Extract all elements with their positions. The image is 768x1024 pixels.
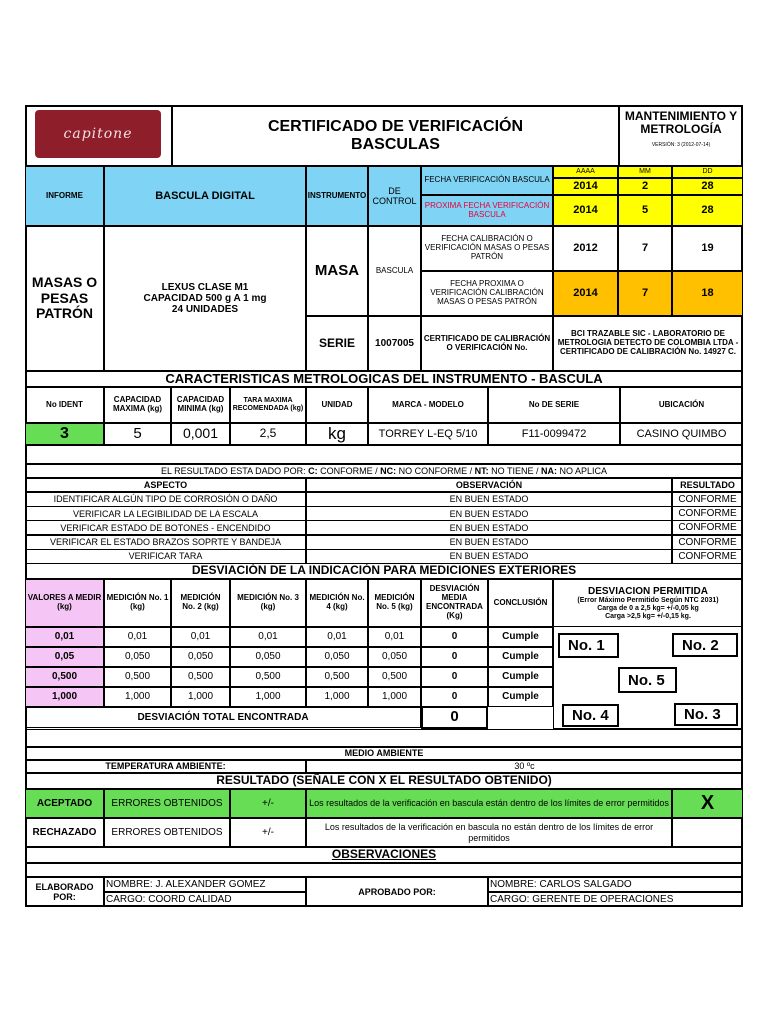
- aspecto-cell: VERIFICAR EL ESTADO BRAZOS SOPRTE Y BANDEJA: [25, 535, 306, 550]
- valor-cell: 0,500: [25, 667, 104, 687]
- rechazado-pm: +/-: [230, 818, 306, 847]
- aprobado-label: APROBADO POR:: [306, 877, 488, 907]
- perm-line-1: (Error Máximo Permitido Según NTC 2031): [577, 596, 719, 604]
- perm-line-3: Carga >2,5 kg= +/-0,15 kg.: [605, 612, 691, 620]
- position-1: No. 1: [558, 633, 619, 658]
- aspecto-cell: IDENTIFICAR ALGÚN TIPO DE CORROSIÓN O DAÑO: [25, 492, 306, 507]
- v-cap-max: 5: [104, 423, 171, 445]
- legend-c: C:: [308, 465, 318, 476]
- medicion-1-cell: 1,000: [104, 687, 171, 707]
- v-tara: 2,5: [230, 423, 306, 445]
- dept-line-2: METROLOGÍA: [640, 122, 722, 137]
- fv-month: 2: [618, 178, 672, 195]
- masa-label: MASA: [306, 226, 368, 316]
- observacion-header: OBSERVACIÓN: [306, 478, 672, 492]
- medicion-1-cell: 0,500: [104, 667, 171, 687]
- conclusion-cell: Cumple: [488, 647, 553, 667]
- elaborado-cargo: CARGO: COORD CALIDAD: [104, 892, 306, 907]
- instrumento-value: DE CONTROL: [368, 166, 421, 226]
- h-conclusion: CONCLUSIÓN: [488, 579, 553, 627]
- aspecto-cell: VERIFICAR TARA: [25, 549, 306, 564]
- conclusion-cell: Cumple: [488, 687, 553, 707]
- h-serie: No DE SERIE: [488, 387, 620, 423]
- medicion-5-cell: 1,000: [368, 687, 421, 707]
- resultado-header: RESULTADO: [672, 478, 743, 492]
- legend-text-1: EL RESULTADO ESTA DADO POR:: [160, 465, 309, 476]
- medicion-3-cell: 0,01: [230, 627, 306, 647]
- aceptado-label: ACEPTADO: [25, 789, 104, 818]
- bascula-label: BASCULA: [368, 226, 421, 316]
- legend-text-2: CONFORME /: [317, 465, 381, 476]
- capitone-logo: [35, 110, 161, 158]
- aceptado-texto: Los resultados de la verificación en bascula están dentro de los límites de error permitidos: [306, 789, 672, 818]
- valor-cell: 1,000: [25, 687, 104, 707]
- v-serie: F11-0099472: [488, 423, 620, 445]
- fv-year: 2014: [553, 178, 618, 195]
- medicion-3-cell: 1,000: [230, 687, 306, 707]
- resultado-cell: CONFORME: [672, 492, 743, 507]
- department-cell: [619, 105, 743, 166]
- fp-month: 7: [618, 271, 672, 316]
- legend-text-5: NO APLICA: [557, 465, 608, 476]
- medicion-2-cell: 0,01: [171, 627, 230, 647]
- informe-label: INFORME: [25, 166, 104, 226]
- aprobado-nombre: NOMBRE: CARLOS SALGADO: [488, 877, 743, 892]
- observacion-cell: EN BUEN ESTADO: [306, 492, 672, 507]
- medicion-5-cell: 0,01: [368, 627, 421, 647]
- conclusion-cell: Cumple: [488, 627, 553, 647]
- informe-value: BASCULA DIGITAL: [104, 166, 306, 226]
- fecha-proxima-label: FECHA PROXIMA O VERIFICACIÓN CALIBRACIÓN MASAS O PESAS PATRÓN: [421, 271, 553, 316]
- dept-line-1: MANTENIMIENTO Y: [624, 109, 738, 123]
- fp-year: 2014: [553, 271, 618, 316]
- pv-month: 5: [618, 195, 672, 226]
- title-line-1: CERTIFICADO DE VERIFICACIÓN: [267, 117, 524, 135]
- aceptado-mark: X: [672, 789, 743, 818]
- legend-nt: NT:: [474, 465, 489, 476]
- fecha-calibracion-label: FECHA CALIBRACIÓN O VERIFICACIÓN MASAS O PESAS PATRÓN: [421, 226, 553, 271]
- h-cap-max: CAPACIDAD MAXIMA (kg): [104, 387, 171, 423]
- aaaa-header: AAAA: [553, 166, 618, 178]
- rechazado-label: RECHAZADO: [25, 818, 104, 847]
- fv-day: 28: [672, 178, 743, 195]
- observacion-cell: EN BUEN ESTADO: [306, 535, 672, 550]
- h-ubicacion: UBICACIÓN: [620, 387, 743, 423]
- medicion-3-cell: 0,500: [230, 667, 306, 687]
- fc-year: 2012: [553, 226, 618, 271]
- mm-header: MM: [618, 166, 672, 178]
- observacion-cell: EN BUEN ESTADO: [306, 520, 672, 535]
- aceptado-pm: +/-: [230, 789, 306, 818]
- position-3: No. 3: [674, 703, 738, 726]
- aspecto-header: ASPECTO: [25, 478, 306, 492]
- temperatura-value: 30 ºc: [306, 760, 743, 773]
- aceptado-errores: ERRORES OBTENIDOS: [104, 789, 230, 818]
- desviacion-media-cell: 0: [421, 647, 488, 667]
- aspecto-cell: VERIFICAR ESTADO DE BOTONES - ENCENDIDO: [25, 520, 306, 535]
- masas-title: MASAS O PESAS PATRÓN: [25, 226, 104, 371]
- pv-day: 28: [672, 195, 743, 226]
- desviacion-media-cell: 0: [421, 627, 488, 647]
- observaciones-title: OBSERVACIONES: [25, 847, 743, 863]
- medicion-5-cell: 0,050: [368, 647, 421, 667]
- result-legend: [25, 464, 743, 478]
- v-ubicacion: CASINO QUIMBO: [620, 423, 743, 445]
- h-tara: TARA MAXIMA RECOMENDADA (kg): [230, 387, 306, 423]
- v-marca: TORREY L-EQ 5/10: [368, 423, 488, 445]
- position-4: No. 4: [562, 704, 619, 727]
- medicion-4-cell: 1,000: [306, 687, 368, 707]
- h-cap-min: CAPACIDAD MINIMA (kg): [171, 387, 230, 423]
- certificado-value: BCI TRAZABLE SIC - LABORATORIO DE METROLOGIA DETECTO DE COLOMBIA LTDA - CERTIFICADO DE CALIBRACIÓN No. 14927 C.: [553, 316, 743, 371]
- medicion-3-cell: 0,050: [230, 647, 306, 667]
- spacer-row-2: [25, 729, 743, 747]
- legend-text-4: NO TIENE /: [488, 465, 541, 476]
- fc-day: 19: [672, 226, 743, 271]
- masas-description: [104, 226, 306, 371]
- desviacion-total-label: DESVIACIÓN TOTAL ENCONTRADA: [25, 707, 421, 728]
- medicion-4-cell: 0,050: [306, 647, 368, 667]
- masas-desc-3: 24 UNIDADES: [171, 304, 239, 316]
- perm-line-2: Carga de 0 a 2,5 kg= +/-0,05 kg: [597, 604, 699, 612]
- pv-year: 2014: [553, 195, 618, 226]
- h-ident: No IDENT: [25, 387, 104, 423]
- medio-ambiente-title: MEDIO AMBIENTE: [25, 747, 743, 760]
- medicion-1-cell: 0,01: [104, 627, 171, 647]
- medicion-2-cell: 0,500: [171, 667, 230, 687]
- resultado-cell: CONFORME: [672, 549, 743, 564]
- h-medicion-4: MEDICIÓN No. 4 (kg): [306, 579, 368, 627]
- aprobado-cargo: CARGO: GERENTE DE OPERACIONES: [488, 892, 743, 907]
- desviacion-media-cell: 0: [421, 687, 488, 707]
- medicion-1-cell: 0,050: [104, 647, 171, 667]
- elaborado-label: ELABORADO POR:: [25, 877, 104, 907]
- observaciones-body: [25, 863, 743, 877]
- resultado-cell: CONFORME: [672, 535, 743, 550]
- serie-value: 1007005: [368, 316, 421, 371]
- temperatura-label: TEMPERATURA AMBIENTE:: [25, 760, 306, 773]
- version-text: VERSIÓN: 3 (2012-07-14): [651, 141, 711, 148]
- resultado-cell: CONFORME: [672, 506, 743, 521]
- v-ident: 3: [25, 423, 104, 445]
- masas-desc-1: LEXUS CLASE M1: [161, 281, 249, 293]
- legend-nc: NC:: [380, 465, 397, 476]
- h-valores: VALORES A MEDIR (kg): [25, 579, 104, 627]
- observacion-cell: EN BUEN ESTADO: [306, 506, 672, 521]
- fp-day: 18: [672, 271, 743, 316]
- position-2: No. 2: [672, 633, 738, 657]
- h-unidad: UNIDAD: [306, 387, 368, 423]
- title-line-2: BASCULAS: [351, 135, 440, 153]
- v-cap-min: 0,001: [171, 423, 230, 445]
- rechazado-errores: ERRORES OBTENIDOS: [104, 818, 230, 847]
- spacer-row: [25, 445, 743, 464]
- h-medicion-1: MEDICIÓN No. 1 (kg): [104, 579, 171, 627]
- observacion-cell: EN BUEN ESTADO: [306, 549, 672, 564]
- elaborado-nombre: NOMBRE: J. ALEXANDER GOMEZ: [104, 877, 306, 892]
- valor-cell: 0,01: [25, 627, 104, 647]
- medicion-2-cell: 0,050: [171, 647, 230, 667]
- desviacion-media-cell: 0: [421, 667, 488, 687]
- v-unidad: kg: [306, 423, 368, 445]
- h-desviacion-media: DESVIACIÓN MEDIA ENCONTRADA (Kg): [421, 579, 488, 627]
- caract-title: CARACTERISTICAS METROLOGICAS DEL INSTRUMENTO - BASCULA: [25, 371, 743, 387]
- medicion-5-cell: 0,500: [368, 667, 421, 687]
- certificate-title: [172, 105, 619, 166]
- instrumento-label: INSTRUMENTO: [306, 166, 368, 226]
- resultado-title: RESULTADO (SEÑALE CON X EL RESULTADO OBTENIDO): [25, 773, 743, 789]
- legend-text-3: NO CONFORME /: [396, 465, 475, 476]
- legend-na: NA:: [541, 465, 557, 476]
- position-5: No. 5: [618, 667, 677, 693]
- valor-cell: 0,05: [25, 647, 104, 667]
- medicion-4-cell: 0,500: [306, 667, 368, 687]
- h-medicion-2: MEDICIÓN No. 2 (kg): [171, 579, 230, 627]
- h-medicion-3: MEDICIÓN No. 3 (kg): [230, 579, 306, 627]
- perm-title: DESVIACION PERMITIDA: [587, 585, 708, 597]
- desviacion-permitida: [553, 579, 743, 627]
- desviacion-title: DESVIACIÓN DE LA INDICACIÓN PARA MEDICIONES EXTERIORES: [25, 563, 743, 579]
- proxima-verificacion-label: PROXIMA FECHA VERIFICACIÓN BASCULA: [421, 195, 553, 226]
- masas-desc-2: CAPACIDAD 500 g A 1 mg: [143, 292, 267, 304]
- aspecto-cell: VERIFICAR LA LEGIBILIDAD DE LA ESCALA: [25, 506, 306, 521]
- medicion-2-cell: 1,000: [171, 687, 230, 707]
- medicion-4-cell: 0,01: [306, 627, 368, 647]
- rechazado-mark: [672, 818, 743, 847]
- rechazado-texto: Los resultados de la verificación en bascula no están dentro de los límites de error permitidos: [306, 818, 672, 847]
- fc-month: 7: [618, 226, 672, 271]
- serie-label: SERIE: [306, 316, 368, 371]
- h-marca: MARCA - MODELO: [368, 387, 488, 423]
- resultado-cell: CONFORME: [672, 520, 743, 535]
- dd-header: DD: [672, 166, 743, 178]
- fecha-verificacion-label: FECHA VERIFICACIÓN BASCULA: [421, 166, 553, 195]
- logo-text: capitone: [63, 126, 133, 142]
- certificado-label: CERTIFICADO DE CALIBRACIÓN O VERIFICACIÓN No.: [421, 316, 553, 371]
- conclusion-cell: Cumple: [488, 667, 553, 687]
- desviacion-total-value: 0: [421, 706, 488, 729]
- h-medicion-5: MEDICIÓN No. 5 (kg): [368, 579, 421, 627]
